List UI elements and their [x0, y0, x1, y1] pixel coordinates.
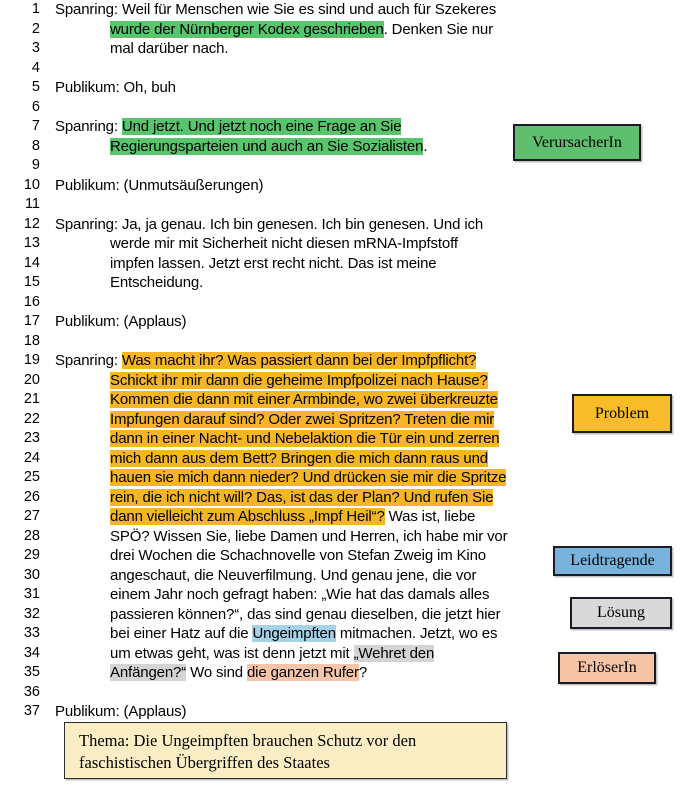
transcript-line	[0, 351, 685, 371]
line-text	[55, 176, 263, 196]
line-text	[110, 137, 427, 157]
plain-text: Spanring: Weil für Menschen wie Sie es sind und auch für Szekeres	[55, 1, 497, 18]
line-number: 14	[23, 254, 40, 271]
line-number: 16	[23, 293, 40, 310]
highlight-gray: Anfängen?“	[110, 664, 187, 681]
line-text	[110, 20, 493, 40]
transcript-line	[0, 449, 685, 469]
line-text	[110, 273, 203, 293]
line-number: 25	[23, 469, 40, 485]
line-number: 1	[31, 1, 40, 17]
line-text	[110, 527, 507, 547]
plain-text: .	[423, 137, 428, 155]
plain-text: Publikum: (Unmutsäußerungen)	[55, 176, 264, 194]
plain-text: mal darüber nach.	[110, 40, 229, 57]
category-box-erloeserin[interactable]	[558, 652, 656, 684]
line-text	[110, 429, 499, 449]
plain-text: SPÖ? Wissen Sie, liebe Damen und Herren, ich habe mir vor	[110, 527, 508, 545]
transcript-line	[0, 195, 685, 215]
theme-line-2: faschistischen Übergriffen des Staates	[79, 753, 330, 772]
transcript-line	[0, 215, 685, 235]
line-text	[55, 215, 483, 235]
highlight-green: Regierungsparteien und auch an Sie Sozialisten	[110, 137, 424, 155]
transcript-line	[0, 332, 685, 352]
line-number: 8	[31, 137, 40, 154]
line-text	[110, 624, 497, 644]
transcript-line	[0, 312, 685, 332]
line-number: 30	[23, 566, 40, 583]
line-text	[55, 312, 186, 332]
line-number: 31	[23, 586, 40, 602]
highlight-peach: die ganzen Rufer	[246, 664, 359, 681]
highlight-green: wurde der Nürnberger Kodex geschrieben	[110, 20, 384, 38]
transcript-line	[0, 59, 685, 79]
transcript-line	[0, 293, 685, 313]
plain-text: . Denken Sie nur	[383, 20, 493, 38]
line-text	[110, 488, 493, 508]
line-number: 29	[23, 547, 40, 563]
plain-text: mitmachen. Jetzt, wo es	[335, 625, 498, 642]
highlight-orange: rein, die ich nicht will? Das, ist das der Plan? Und rufen Sie	[110, 488, 494, 506]
transcript-line	[0, 371, 685, 391]
line-number: 3	[31, 40, 40, 56]
line-number: 12	[23, 215, 40, 232]
transcript-line	[0, 702, 685, 722]
line-text	[110, 585, 489, 605]
highlight-blue: Ungeimpften	[252, 625, 336, 642]
transcript-line	[0, 78, 685, 98]
highlight-orange: hauen sie mich dann nieder? Und drücken sie mir die Spritze	[110, 469, 507, 486]
plain-text: Spanring:	[55, 118, 122, 135]
line-text	[55, 78, 176, 98]
line-number: 17	[23, 313, 40, 329]
highlight-orange: dann vielleicht zum Abschluss „Impf Heil“?	[110, 508, 385, 525]
category-box-loesung[interactable]	[570, 597, 672, 629]
line-text	[110, 390, 498, 410]
transcript-line	[0, 273, 685, 293]
transcript-line	[0, 507, 685, 527]
line-text	[55, 351, 476, 371]
theme-summary-box	[64, 722, 507, 779]
line-text	[110, 507, 475, 527]
transcript-line	[0, 468, 685, 488]
line-text	[110, 566, 476, 586]
plain-text: passieren können?“, das sind genau dieselben, die jetzt hier	[110, 605, 501, 623]
highlight-orange: dann in einer Nacht- und Nebelaktion die Tür ein und zerren	[110, 430, 500, 447]
plain-text: bei einer Hatz auf die	[110, 625, 253, 642]
transcript-line	[0, 488, 685, 508]
transcript-line	[0, 254, 685, 274]
plain-text: werde mir mit Sicherheit nicht diesen mRNA-Impfstoff	[110, 235, 458, 252]
line-text	[110, 39, 228, 59]
line-number: 27	[23, 508, 40, 524]
plain-text: drei Wochen die Schachnovelle von Stefan Zweig im Kino	[110, 547, 487, 564]
line-text	[110, 371, 488, 391]
line-number: 23	[23, 430, 40, 446]
line-text	[110, 605, 500, 625]
line-number: 5	[31, 79, 40, 95]
transcript-line	[0, 0, 685, 20]
line-number: 32	[23, 605, 40, 622]
line-number: 35	[23, 664, 40, 680]
category-box-label: Problem	[594, 404, 650, 422]
line-number: 36	[23, 683, 40, 700]
plain-text: einem Jahr noch gefragt haben: „Wie hat das damals alles	[110, 586, 490, 603]
transcript-line	[0, 234, 685, 254]
line-text	[55, 702, 186, 722]
line-text	[55, 117, 401, 137]
line-number: 22	[23, 410, 40, 427]
transcript-line	[0, 98, 685, 118]
line-text	[110, 234, 458, 254]
line-number: 6	[31, 98, 40, 115]
category-box-leidtragende[interactable]	[553, 546, 672, 576]
category-box-label: Leidtragende	[570, 552, 655, 569]
plain-text: Publikum: (Applaus)	[55, 313, 187, 330]
line-number: 28	[23, 527, 40, 544]
category-box-verursacherin[interactable]	[513, 124, 641, 161]
line-number: 10	[23, 176, 40, 193]
line-number: 34	[23, 644, 40, 661]
highlight-green: Und jetzt. Und jetzt noch eine Frage an Sie	[121, 118, 402, 135]
plain-text: angeschaut, die Neuverfilmung. Und genau jene, die vor	[110, 566, 477, 584]
highlight-orange: Was macht ihr? Was passiert dann bei der Impfpflicht?	[121, 352, 477, 369]
line-number: 33	[23, 625, 40, 641]
line-text	[110, 644, 434, 664]
line-text	[110, 410, 494, 430]
plain-text: Was ist, liebe	[384, 508, 476, 525]
line-number: 9	[31, 157, 40, 173]
plain-text: Spanring:	[55, 352, 122, 369]
category-box-problem[interactable]	[572, 394, 672, 433]
highlight-orange: mich dann aus dem Bett? Bringen die mich dann raus und	[110, 449, 488, 467]
category-box-label: ErlöserIn	[577, 659, 637, 676]
line-number: 2	[31, 20, 40, 37]
transcript-line	[0, 527, 685, 547]
line-number: 21	[23, 391, 40, 407]
line-text	[110, 468, 506, 488]
line-number: 13	[23, 235, 40, 251]
theme-line-1: Thema: Die Ungeimpften brauchen Schutz vor den	[79, 731, 417, 750]
line-number: 18	[23, 332, 40, 349]
line-text	[110, 663, 367, 683]
line-text	[110, 449, 488, 469]
plain-text: Spanring: Ja, ja genau. Ich bin genesen. Ich bin genesen. Und ich	[55, 215, 484, 233]
plain-text: Publikum: Oh, buh	[55, 79, 176, 96]
line-number: 15	[23, 274, 40, 290]
line-number: 24	[23, 449, 40, 466]
line-text	[110, 546, 486, 566]
transcript-line	[0, 39, 685, 59]
line-number: 20	[23, 371, 40, 388]
line-number: 19	[23, 352, 40, 368]
line-number: 37	[23, 703, 40, 719]
transcript-line	[0, 20, 685, 40]
plain-text: um etwas geht, was ist denn jetzt mit	[110, 644, 354, 662]
category-box-label: Lösung	[597, 604, 645, 621]
line-text	[110, 254, 437, 274]
line-number: 7	[31, 118, 40, 134]
plain-text: ?	[358, 664, 368, 681]
plain-text: Publikum: (Applaus)	[55, 703, 187, 720]
highlight-orange: Impfungen darauf sind? Oder zwei Spritzen? Treten die mir	[110, 410, 495, 428]
line-text	[55, 0, 496, 20]
plain-text: impfen lassen. Jetzt erst recht nicht. Das ist meine	[110, 254, 437, 272]
line-number: 4	[31, 59, 40, 76]
highlight-gray: „Wehret den	[353, 644, 435, 662]
highlight-orange: Kommen die dann mit einer Armbinde, wo zwei überkreuzte	[110, 391, 498, 408]
transcript-line	[0, 176, 685, 196]
line-number: 26	[23, 488, 40, 505]
transcript-line	[0, 683, 685, 703]
line-number: 11	[24, 196, 40, 212]
highlight-orange: Schickt ihr mir dann die geheime Impfpolizei nach Hause?	[110, 371, 488, 389]
category-box-label: VerursacherIn	[532, 133, 622, 151]
plain-text: Entscheidung.	[110, 274, 204, 291]
plain-text: Wo sind	[186, 664, 247, 681]
